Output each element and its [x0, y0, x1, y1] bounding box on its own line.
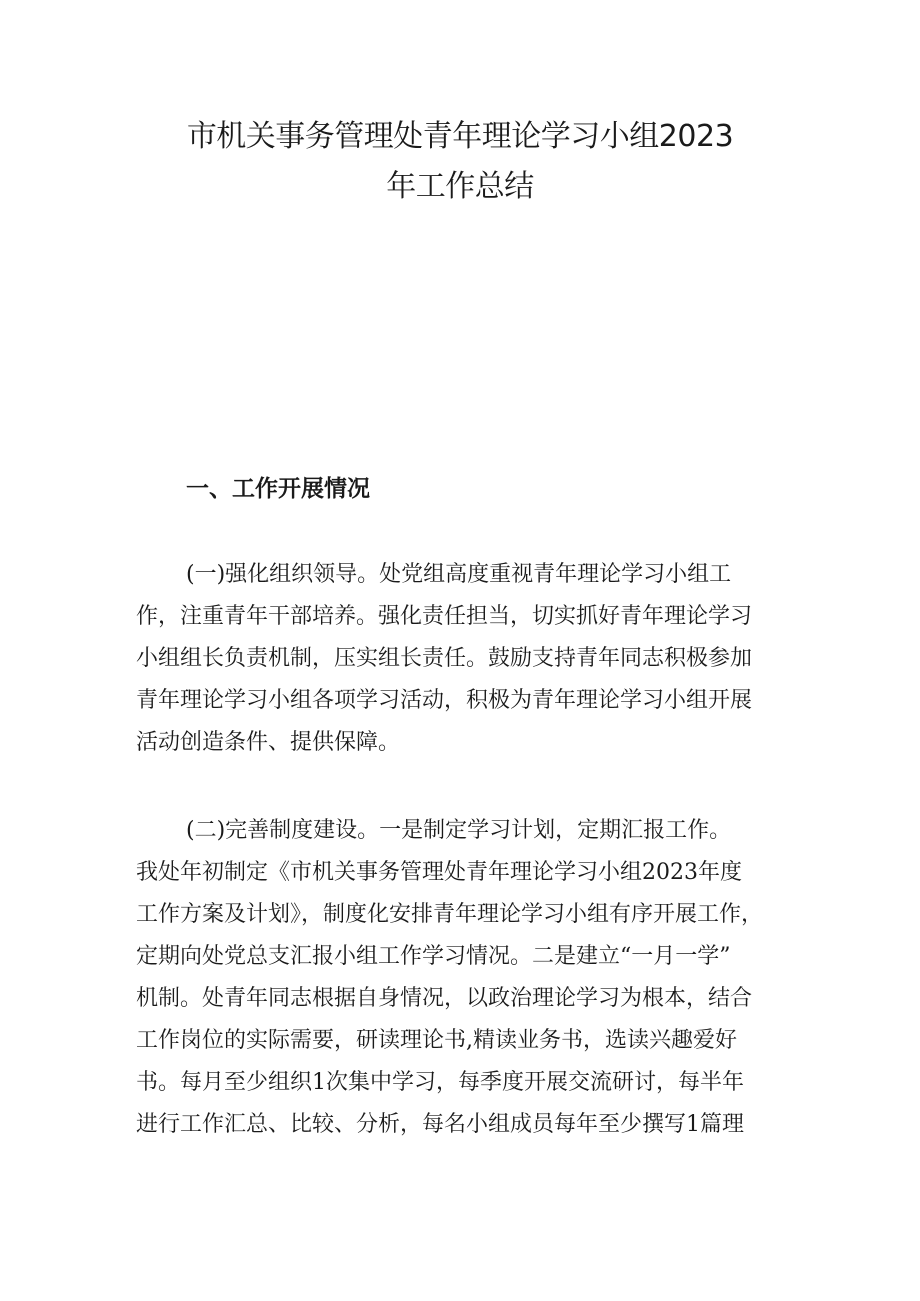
- paragraph-line: 青年理论学习小组各项学习活动，积极为青年理论学习小组开展: [136, 688, 753, 713]
- paragraph-line: (一)强化组织领导。处党组高度重视青年理论学习小组工: [186, 562, 732, 587]
- paragraph-line: 工作方案及计划》，制度化安排青年理论学习小组有序开展工作，: [136, 902, 764, 927]
- paragraph-line: (二)完善制度建设。一是制定学习计划，定期汇报工作。: [186, 818, 732, 843]
- section-heading: 一、工作开展情况: [186, 475, 370, 502]
- paragraph-line: 进行工作汇总、比较、分析，每名小组成员每年至少撰写1篇理: [136, 1112, 744, 1137]
- paragraph-line: 工作岗位的实际需要，研读理论书,精读业务书，选读兴趣爱好: [136, 1028, 737, 1053]
- paragraph-line: 小组组长负责机制，压实组长责任。鼓励支持青年同志积极参加: [136, 646, 753, 671]
- paragraph-line: 书。每月至少组织1次集中学习，每季度开展交流研讨，每半年: [136, 1070, 744, 1095]
- paragraph-line: 机制。处青年同志根据自身情况，以政治理论学习为根本，结合: [136, 986, 753, 1011]
- document-title: [120, 112, 800, 212]
- title-line: 市机关事务管理处青年理论学习小组2023: [186, 119, 734, 154]
- paragraph-line: 作，注重青年干部培养。强化责任担当，切实抓好青年理论学习: [136, 604, 753, 629]
- paragraph-line: 我处年初制定《市机关事务管理处青年理论学习小组2023年度: [136, 860, 742, 885]
- paragraph-organization-leadership: [136, 554, 796, 764]
- paragraph-line: 定期向处党总支汇报小组工作学习情况。二是建立“一月一学”: [136, 944, 731, 969]
- title-line: 年工作总结: [386, 169, 534, 204]
- paragraph-system-building: [136, 810, 796, 1146]
- paragraph-line: 活动创造条件、提供保障。: [136, 730, 401, 755]
